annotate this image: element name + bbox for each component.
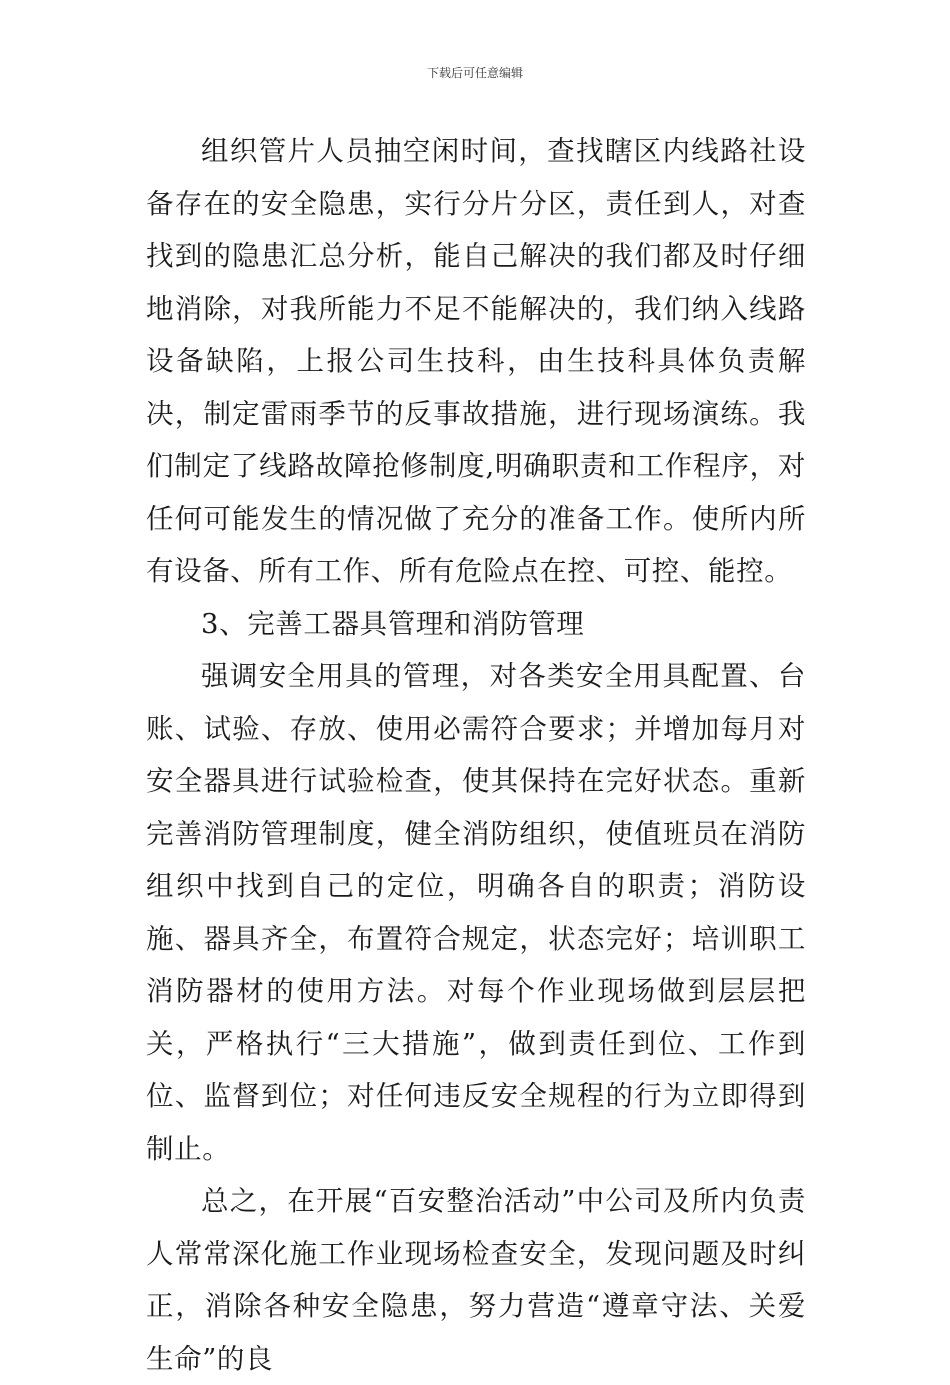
paragraph-hazard-inspection: 组织管片人员抽空闲时间，查找瞎区内线路社设备存在的安全隐患，实行分片分区，责任到人，对查找到的隐患汇总分析，能自己解决的我们都及时仔细地消除，对我所能力不足不能解决的，我们纳入线路设备缺陷，上报公司生技科，由生技科具体负责解决，制定雷雨季节的反事故措施，进行现场演练。我们制定了线路故障抢修制度,明确职责和工作程序，对任何可能发生的情况做了充分的准备工作。使所内所有设备、所有工作、所有危险点在控、可控、能控。	[146, 135, 806, 587]
paragraph-tools-fire-management: 强调安全用具的管理，对各类安全用具配置、台账、试验、存放、使用必需符合要求；并增加每月对安全器具进行试验检查，使其保持在完好状态。重新完善消防管理制度，健全消防组织，使值班员在消防组织中找到自己的定位，明确各自的职责；消防设施、器具齐全，布置符合规定，状态完好；培训职工消防器材的使用方法。对每个作业现场做到层层把关，严格执行“三大措施”，做到责任到位、工作到位、监督到位；对任何违反安全规程的行为立即得到制止。	[146, 660, 806, 1165]
document-body	[146, 125, 806, 1385]
page-header-note: 下载后可任意编辑	[426, 66, 523, 80]
section-heading-tools-fire: 3、完善工器具管理和消防管理	[201, 607, 585, 640]
paragraph-summary: 总之，在开展“百安整治活动”中公司及所内负责人常常深化施工作业现场检查安全，发现问题及时纠正，消除各种安全隐患，努力营造“遵章守法、关爱生命”的良	[146, 1185, 806, 1375]
